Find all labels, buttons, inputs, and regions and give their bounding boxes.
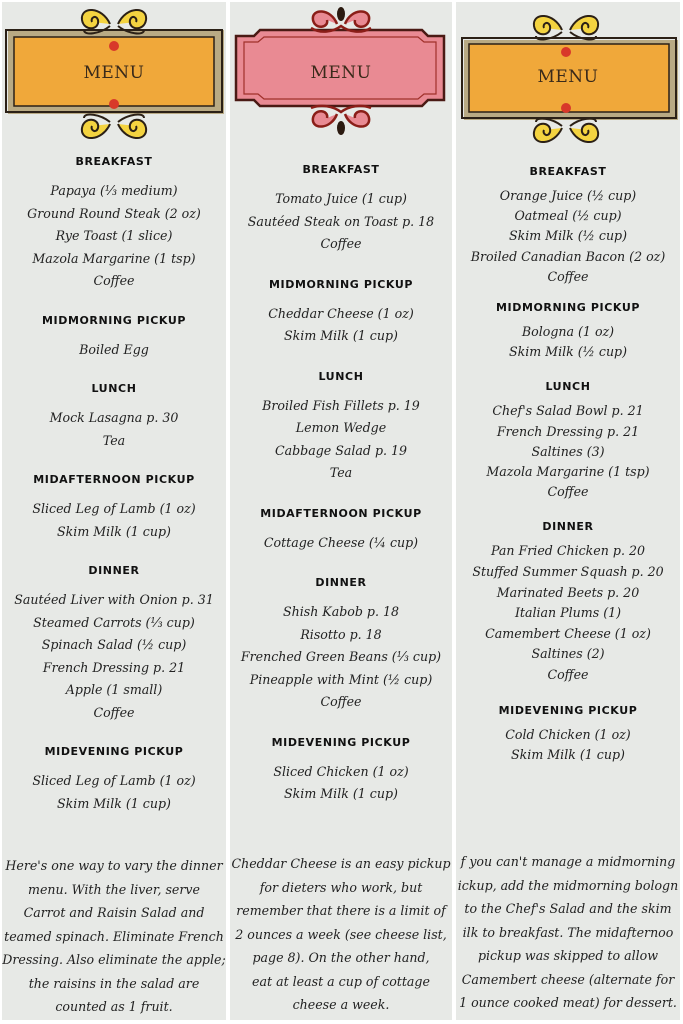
menu-item: Tomato Juice (1 cup) — [275, 191, 407, 206]
note-line: cheese a week. — [292, 997, 390, 1012]
menu-section-midmorning — [230, 278, 452, 348]
menu-item: Marinated Beets p. 20 — [496, 584, 640, 600]
menu-body — [2, 155, 226, 815]
menu-section-lunch — [456, 380, 680, 502]
menu-item: Cottage Cheese (¼ cup) — [263, 534, 419, 550]
menu-item: Saltines (2) — [531, 646, 605, 662]
section-heading: LUNCH — [545, 380, 591, 394]
note-line: menu. With the liver, serve — [28, 881, 200, 897]
section-heading: BREAKFAST — [75, 155, 153, 168]
menu-item: Italian Plums (1) — [514, 605, 622, 621]
note-line: teamed spinach. Eliminate French — [4, 928, 224, 944]
menu-item: Coffee — [320, 694, 362, 709]
menu-item: Skim Milk (1 cup) — [284, 328, 398, 343]
menu-banner — [456, 2, 680, 147]
menu-section-dinner — [2, 564, 226, 724]
note-line: Camembert cheese (alternate for — [461, 971, 675, 987]
menu-item: Coffee — [547, 484, 589, 500]
menu-item: Skim Milk (1 cup) — [57, 795, 171, 811]
note-line: ilk to breakfast. The midafternoo — [462, 924, 674, 940]
section-heading: DINNER — [88, 564, 140, 577]
menu-item: Pan Fried Chicken p. 20 — [491, 543, 645, 559]
note-line: ickup, add the midmorning bologn — [457, 877, 679, 893]
menu-item: French Dressing p. 21 — [42, 659, 186, 675]
note-line: f you can't manage a midmorning — [460, 854, 676, 869]
note-line: the raisins in the salad are — [28, 975, 200, 991]
section-heading: MIDEVENING PICKUP — [498, 703, 638, 717]
section-heading: MIDAFTERNOON PICKUP — [33, 473, 195, 486]
menu-section-midafternoon — [230, 507, 452, 555]
section-heading: BREAKFAST — [302, 163, 380, 176]
menu-item: Oatmeal (½ cup) — [514, 208, 622, 224]
menu-item: Frenched Green Beans (⅓ cup) — [240, 649, 442, 664]
menu-item: Orange Juice (½ cup) — [499, 188, 637, 203]
menu-item: Steamed Carrots (⅓ cup) — [33, 614, 195, 630]
menu-item: Sliced Chicken (1 oz) — [273, 763, 409, 779]
note-line: to the Chef's Salad and the skim — [464, 901, 672, 916]
menu-body — [230, 163, 452, 806]
note-line: Dressing. Also eliminate the apple; — [2, 952, 226, 967]
menu-item: Tea — [329, 465, 353, 480]
menu-section-midafternoon — [2, 473, 226, 543]
menu-panel-2 — [230, 2, 452, 1020]
menu-item: Skim Milk (½ cup) — [508, 344, 628, 360]
menu-note — [230, 852, 452, 1017]
note-line: remember that there is a limit of — [236, 903, 446, 918]
section-heading: MIDMORNING PICKUP — [495, 301, 641, 315]
menu-item: Sautéed Liver with Onion p. 31 — [14, 592, 214, 607]
menu-section-midevening — [456, 704, 680, 766]
menu-item: Coffee — [547, 268, 589, 284]
menu-item: Coffee — [93, 273, 135, 288]
menu-item: Skim Milk (1 cup) — [511, 747, 625, 763]
menu-item: Ground Round Steak (2 oz) — [27, 205, 201, 221]
menu-item: Mazola Margarine (1 tsp) — [486, 464, 650, 480]
menu-title: MENU — [83, 63, 145, 83]
menu-panel-3 — [456, 2, 680, 1020]
menu-item: Saltines (3) — [531, 443, 605, 459]
menu-item: Apple (1 small) — [65, 682, 163, 697]
menu-section-midevening — [2, 745, 226, 815]
menu-item: Coffee — [93, 704, 135, 720]
menu-item: Chef's Salad Bowl p. 21 — [492, 403, 644, 419]
menu-item: Skim Milk (1 cup) — [57, 523, 171, 539]
menu-item: Coffee — [547, 667, 589, 682]
menu-section-breakfast — [456, 165, 680, 287]
menu-item: Cheddar Cheese (1 oz) — [268, 305, 414, 321]
menu-item: Coffee — [320, 236, 362, 251]
note-line: page 8). On the other hand, — [252, 950, 430, 965]
menu-title: MENU — [537, 67, 599, 87]
menu-section-lunch — [230, 370, 452, 485]
note-line: Carrot and Raisin Salad and — [23, 905, 205, 920]
menu-item: Mazola Margarine (1 tsp) — [32, 250, 196, 266]
note-line: Cheddar Cheese is an easy pickup — [231, 856, 451, 871]
menu-panel-1 — [2, 2, 226, 1020]
menu-item: Cabbage Salad p. 19 — [274, 442, 408, 458]
note-line: Here's one way to vary the dinner — [5, 858, 223, 873]
menu-item: Skim Milk (1 cup) — [284, 786, 398, 801]
menu-item: Sautéed Steak on Toast p. 18 — [247, 213, 435, 229]
menu-item: Lemon Wedge — [295, 420, 387, 435]
menu-item: Sliced Leg of Lamb (1 oz) — [32, 501, 196, 516]
section-heading: DINNER — [315, 576, 367, 589]
menu-note — [2, 854, 226, 1019]
note-line: for dieters who work, but — [259, 879, 423, 895]
menu-item: Broiled Canadian Bacon (2 oz) — [470, 248, 666, 264]
note-line: 1 ounce cooked meat) for dessert. — [459, 995, 677, 1010]
menu-item: Sliced Leg of Lamb (1 oz) — [32, 773, 196, 788]
note-line: counted as 1 fruit. — [55, 999, 173, 1014]
menu-item: Skim Milk (½ cup) — [508, 228, 628, 244]
menu-banner — [230, 2, 452, 147]
menu-item: Rye Toast (1 slice) — [55, 228, 173, 243]
menu-section-dinner — [456, 520, 680, 685]
menu-item: Bologna (1 oz) — [521, 324, 615, 340]
menu-item: Pineapple with Mint (½ cup) — [249, 671, 433, 687]
section-heading: MIDAFTERNOON PICKUP — [260, 506, 422, 520]
menu-section-lunch — [2, 382, 226, 452]
section-heading: MIDMORNING PICKUP — [41, 313, 187, 327]
menu-body — [456, 165, 680, 766]
section-heading: LUNCH — [91, 382, 137, 395]
menu-item: Papaya (⅓ medium) — [50, 183, 178, 198]
section-heading: MIDMORNING PICKUP — [268, 277, 414, 291]
section-heading: BREAKFAST — [529, 165, 607, 178]
menu-item: Spinach Salad (½ cup) — [41, 637, 187, 652]
menu-item: Tea — [102, 432, 126, 448]
section-heading: LUNCH — [318, 369, 364, 383]
note-line: pickup was skipped to allow — [477, 948, 659, 963]
menu-note — [456, 850, 680, 1015]
menu-item: Shish Kabob p. 18 — [282, 604, 400, 619]
section-heading: MIDEVENING PICKUP — [271, 735, 411, 749]
menu-item: Risotto p. 18 — [300, 626, 382, 642]
menu-title: MENU — [310, 63, 372, 83]
note-line: 2 ounces a week (see cheese list, — [235, 926, 447, 942]
menu-section-midevening — [230, 736, 452, 806]
menu-section-midmorning — [456, 301, 680, 362]
menu-item: Mock Lasagna p. 30 — [49, 410, 179, 425]
menu-item: Broiled Fish Fillets p. 19 — [262, 397, 420, 413]
menu-section-breakfast — [230, 163, 452, 256]
menu-banner — [2, 2, 226, 147]
menu-item: Stuffed Summer Squash p. 20 — [472, 564, 664, 580]
section-heading: MIDEVENING PICKUP — [44, 745, 184, 758]
menu-section-breakfast — [2, 155, 226, 293]
section-heading: DINNER — [542, 520, 594, 534]
menu-section-dinner — [230, 576, 452, 714]
menu-item: French Dressing p. 21 — [496, 423, 640, 439]
menu-item: Camembert Cheese (1 oz) — [485, 625, 651, 641]
menu-section-midmorning — [2, 314, 226, 362]
note-line: eat at least a cup of cottage — [252, 973, 430, 989]
menu-item: Boiled Egg — [79, 341, 149, 357]
menu-item: Cold Chicken (1 oz) — [505, 726, 631, 742]
